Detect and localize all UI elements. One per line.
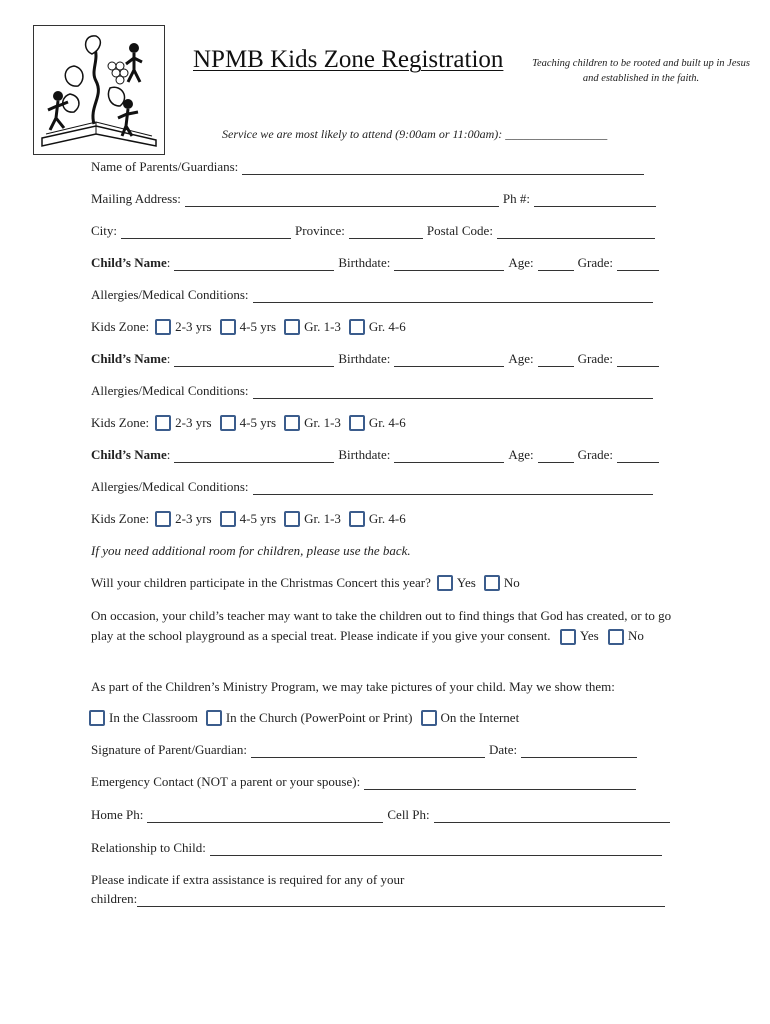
signature-row bbox=[91, 739, 641, 761]
child-1-kids-zone-row bbox=[91, 316, 408, 338]
allergies-label: Allergies/Medical Conditions: bbox=[91, 287, 249, 302]
phone-label: Ph #: bbox=[502, 191, 531, 206]
child-3-age-field[interactable] bbox=[538, 448, 574, 463]
child-3-kids-zone-row bbox=[91, 508, 408, 530]
emergency-contact-label: Emergency Contact (NOT a parent or your spouse): bbox=[91, 774, 361, 789]
city-field[interactable] bbox=[121, 224, 291, 239]
option-label: Gr. 1-3 bbox=[304, 511, 341, 526]
relationship-field[interactable] bbox=[210, 841, 662, 856]
allergies-label: Allergies/Medical Conditions: bbox=[91, 383, 249, 398]
parent-name-label: Name of Parents/Guardians: bbox=[91, 159, 239, 174]
outing-text: On occasion, your child’s teacher may want to take the children out to find things that God has created, or to go play at the school playground as a special treat. Please indicate if you give your consent. bbox=[91, 608, 672, 643]
checkbox-2-3-yrs[interactable] bbox=[155, 319, 171, 335]
parent-name-row bbox=[91, 156, 648, 178]
kids-zone-label: Kids Zone: bbox=[91, 511, 150, 526]
home-phone-field[interactable] bbox=[147, 808, 383, 823]
outing-yes-label: Yes bbox=[579, 627, 599, 643]
option-label: 2-3 yrs bbox=[175, 415, 212, 430]
child-2-kids-zone-row bbox=[91, 412, 408, 434]
age-label: Age: bbox=[508, 255, 534, 270]
option-label: 4-5 yrs bbox=[239, 415, 277, 430]
birthdate-label: Birthdate: bbox=[338, 447, 391, 462]
city-label: City: bbox=[91, 223, 118, 238]
postal-label: Postal Code: bbox=[426, 223, 493, 238]
child-3-grade-field[interactable] bbox=[617, 448, 659, 463]
phone-field[interactable] bbox=[534, 192, 656, 207]
child-name-label: Child’s Name bbox=[91, 351, 167, 366]
child-1-row: Child’s Name : Birthdate: Age: Grade: bbox=[91, 252, 663, 274]
city-row bbox=[91, 220, 659, 242]
child-1-allergies-field[interactable] bbox=[253, 288, 653, 303]
child-name-label: Child’s Name bbox=[91, 447, 167, 462]
vine-book-illustration bbox=[34, 26, 164, 154]
internet-label: On the Internet bbox=[440, 710, 520, 725]
child-1-age-field[interactable] bbox=[538, 256, 574, 271]
address-label: Mailing Address: bbox=[91, 191, 181, 206]
child-2-allergies-row bbox=[91, 380, 657, 402]
cell-phone-label: Cell Ph: bbox=[387, 807, 430, 822]
emergency-contact-field[interactable] bbox=[364, 775, 636, 790]
church-label: In the Church (PowerPoint or Print) bbox=[225, 710, 413, 725]
photos-options-row bbox=[85, 707, 521, 729]
birthdate-label: Birthdate: bbox=[338, 255, 391, 270]
outing-no-checkbox[interactable] bbox=[608, 629, 624, 645]
child-1-allergies-row bbox=[91, 284, 657, 306]
option-label: Gr. 4-6 bbox=[368, 415, 406, 430]
child-1-birthdate-field[interactable] bbox=[394, 256, 504, 271]
checkbox-2-3-yrs[interactable] bbox=[155, 511, 171, 527]
outing-consent-paragraph bbox=[91, 606, 681, 645]
address-row bbox=[91, 188, 660, 210]
checkbox-gr-1-3[interactable] bbox=[284, 511, 300, 527]
assistance-line-1: Please indicate if extra assistance is required for any of your bbox=[91, 872, 405, 887]
address-field[interactable] bbox=[185, 192, 499, 207]
postal-field[interactable] bbox=[497, 224, 655, 239]
photos-question: As part of the Children’s Ministry Program, we may take pictures of your child. May we show them: bbox=[91, 679, 615, 694]
date-label: Date: bbox=[488, 742, 518, 757]
signature-field[interactable] bbox=[251, 743, 485, 758]
relationship-label: Relationship to Child: bbox=[91, 840, 206, 855]
assistance-field[interactable] bbox=[137, 892, 665, 907]
child-3-allergies-row bbox=[91, 476, 657, 498]
child-name-label: Child’s Name bbox=[91, 255, 167, 270]
checkbox-gr-1-3[interactable] bbox=[284, 319, 300, 335]
checkbox-4-5-yrs[interactable] bbox=[220, 511, 236, 527]
classroom-checkbox[interactable] bbox=[89, 710, 105, 726]
outing-yes-checkbox[interactable] bbox=[560, 629, 576, 645]
kids-zone-label: Kids Zone: bbox=[91, 319, 150, 334]
grade-label: Grade: bbox=[577, 351, 613, 366]
option-label: Gr. 1-3 bbox=[304, 415, 341, 430]
checkbox-gr-4-6[interactable] bbox=[349, 415, 365, 431]
concert-yes-label: Yes bbox=[456, 575, 476, 590]
checkbox-4-5-yrs[interactable] bbox=[220, 319, 236, 335]
child-2-allergies-field[interactable] bbox=[253, 384, 653, 399]
cell-phone-field[interactable] bbox=[434, 808, 670, 823]
age-label: Age: bbox=[508, 351, 534, 366]
option-label: Gr. 4-6 bbox=[368, 319, 406, 334]
child-2-grade-field[interactable] bbox=[617, 352, 659, 367]
concert-yes-checkbox[interactable] bbox=[437, 575, 453, 591]
page-title: NPMB Kids Zone Registration bbox=[193, 46, 504, 73]
child-3-birthdate-field[interactable] bbox=[394, 448, 504, 463]
date-field[interactable] bbox=[521, 743, 637, 758]
option-label: 2-3 yrs bbox=[175, 511, 212, 526]
assistance-label: children: bbox=[91, 891, 138, 906]
classroom-label: In the Classroom bbox=[109, 710, 198, 725]
child-3-allergies-field[interactable] bbox=[253, 480, 653, 495]
internet-checkbox[interactable] bbox=[421, 710, 437, 726]
child-3-name-field[interactable] bbox=[174, 448, 334, 463]
service-time-question[interactable]: Service we are most likely to attend (9:00am or 11:00am): _________________ bbox=[222, 127, 608, 141]
option-label: 4-5 yrs bbox=[239, 511, 277, 526]
tagline: Teaching children to be rooted and built up in Jesus and established in the faith. bbox=[532, 58, 750, 84]
child-3-row: Child’s Name : Birthdate: Age: Grade: bbox=[91, 444, 663, 466]
child-1-grade-field[interactable] bbox=[617, 256, 659, 271]
church-logo bbox=[33, 25, 165, 155]
grade-label: Grade: bbox=[577, 447, 613, 462]
church-checkbox[interactable] bbox=[206, 710, 222, 726]
phones-row bbox=[91, 804, 674, 826]
age-label: Age: bbox=[508, 447, 534, 462]
checkbox-2-3-yrs[interactable] bbox=[155, 415, 171, 431]
child-2-row: Child’s Name : Birthdate: Age: Grade: bbox=[91, 348, 663, 370]
concert-question: Will your children participate in the Christmas Concert this year? bbox=[91, 575, 431, 590]
assistance-row bbox=[91, 888, 669, 910]
home-phone-label: Home Ph: bbox=[91, 807, 144, 822]
option-label: 2-3 yrs bbox=[175, 319, 212, 334]
parent-name-field[interactable] bbox=[242, 160, 644, 175]
allergies-label: Allergies/Medical Conditions: bbox=[91, 479, 249, 494]
province-label: Province: bbox=[295, 223, 345, 238]
option-label: 4-5 yrs bbox=[239, 319, 277, 334]
grade-label: Grade: bbox=[577, 255, 613, 270]
concert-row bbox=[91, 572, 522, 594]
checkbox-gr-4-6[interactable] bbox=[349, 511, 365, 527]
child-2-birthdate-field[interactable] bbox=[394, 352, 504, 367]
emergency-contact-row bbox=[91, 771, 640, 793]
child-1-name-field[interactable] bbox=[174, 256, 334, 271]
checkbox-gr-4-6[interactable] bbox=[349, 319, 365, 335]
checkbox-gr-1-3[interactable] bbox=[284, 415, 300, 431]
child-2-age-field[interactable] bbox=[538, 352, 574, 367]
province-field[interactable] bbox=[349, 224, 423, 239]
option-label: Gr. 4-6 bbox=[368, 511, 406, 526]
concert-no-label: No bbox=[503, 575, 520, 590]
checkbox-4-5-yrs[interactable] bbox=[220, 415, 236, 431]
kids-zone-label: Kids Zone: bbox=[91, 415, 150, 430]
signature-label: Signature of Parent/Guardian: bbox=[91, 742, 247, 757]
option-label: Gr. 1-3 bbox=[304, 319, 341, 334]
child-2-name-field[interactable] bbox=[174, 352, 334, 367]
additional-room-note: If you need additional room for children, please use the back. bbox=[91, 543, 411, 558]
birthdate-label: Birthdate: bbox=[338, 351, 391, 366]
outing-no-label: No bbox=[627, 627, 644, 643]
relationship-row bbox=[91, 837, 666, 859]
concert-no-checkbox[interactable] bbox=[484, 575, 500, 591]
